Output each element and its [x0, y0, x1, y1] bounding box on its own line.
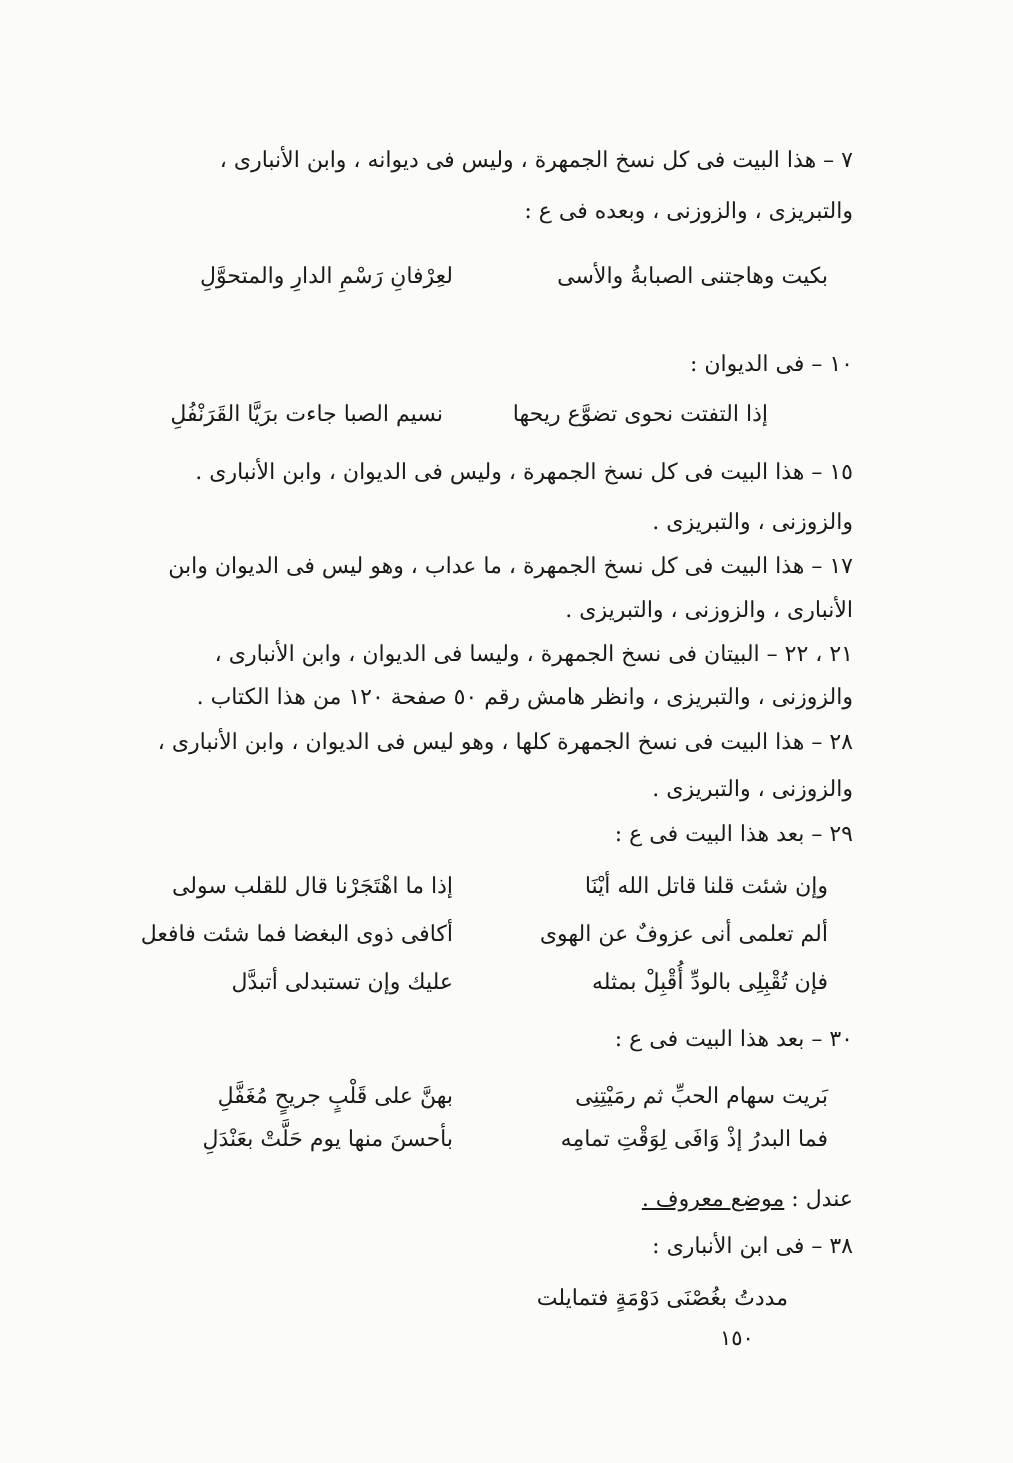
gloss-label: عندل : — [791, 1187, 853, 1212]
note-10-verse-second-hemistich: نسيم الصبا جاءت برَيَّا القَرَنْفُلِ — [170, 402, 443, 427]
note-17-line-2: الأنبارى ، والزوزنى ، والتبريزى . — [565, 598, 853, 623]
note-30-verse-1-second-hemistich: بهنَّ على قَلْبٍ جريحٍ مُغَفَّلِ — [217, 1084, 453, 1109]
gloss-text: موضع معروف . — [641, 1187, 785, 1212]
note-21-line-1: ٢١ ، ٢٢ – البيتان فى نسخ الجمهرة ، وليسا فى الديوان ، وابن الأنبارى ، — [214, 642, 853, 667]
note-21-line-2: والزوزنى ، والتبريزى ، وانظر هامش رقم ٥٠ صفحة ١٢٠ من هذا الكتاب . — [196, 685, 853, 710]
page-number: ١٥٠ — [720, 1326, 754, 1350]
note-29-verse-3-second-hemistich: عليك وإن تستبدلى أتبدَّل — [231, 970, 453, 995]
note-29-verse-3-first-hemistich: فإن تُقْبِلِى بالودِّ أُقْبِلْ بمثله — [591, 970, 828, 995]
note-30-verse-2-second-hemistich: بأحسنَ منها يوم حَلَّتْ بعَنْدَلِ — [202, 1127, 453, 1152]
note-7-verse-first-hemistich: بكيت وهاجتنى الصبابةُ والأسى — [557, 264, 828, 289]
note-30-gloss — [140, 1185, 853, 1215]
note-29-verse-2-second-hemistich: أكافى ذوى البغضا فما شئت فافعل — [140, 922, 453, 947]
note-15-line-2: والزوزنى ، والتبريزى . — [652, 510, 853, 535]
note-29-line-1: ٢٩ – بعد هذا البيت فى ع : — [614, 822, 853, 847]
note-29-verse-1-second-hemistich: إذا ما اهْتَجَرْنا قال للقلب سولى — [171, 874, 453, 899]
note-29-verse-2-first-hemistich: ألم تعلمى أنى عزوفٌ عن الهوى — [539, 922, 828, 947]
note-28-line-2: والزوزنى ، والتبريزى . — [652, 777, 853, 802]
note-28-line-1: ٢٨ – هذا البيت فى نسخ الجمهرة كلها ، وهو ليس فى الديوان ، وابن الأنبارى ، — [157, 730, 853, 755]
note-10-line-1: ١٠ – فى الديوان : — [690, 352, 853, 377]
note-17-line-1: ١٧ – هذا البيت فى كل نسخ الجمهرة ، ما عداب ، وهو ليس فى الديوان وابن — [168, 554, 853, 579]
note-7-line-1: ٧ – هذا البيت فى كل نسخ الجمهرة ، وليس فى ديوانه ، وابن الأنبارى ، — [219, 148, 853, 173]
note-38-line-1: ٣٨ – فى ابن الأنبارى : — [652, 1234, 853, 1259]
note-38-verse-first-hemistich: مددتُ بغُصْنَى دَوْمَةٍ فتمايلت — [536, 1286, 788, 1311]
note-15-line-1: ١٥ – هذا البيت فى كل نسخ الجمهرة ، وليس فى الديوان ، وابن الأنبارى . — [195, 460, 853, 485]
note-7-verse-second-hemistich: لعِرْفانِ رَسْمِ الدارِ والمتحوَّلِ — [200, 264, 453, 289]
note-10-verse-first-hemistich: إذا التفتت نحوى تضوَّع ريحها — [512, 402, 768, 427]
note-7-line-2: والتبريزى ، والزوزنى ، وبعده فى ع : — [524, 199, 853, 224]
note-30-verse-1-first-hemistich: بَريت سهام الحبِّ ثم رمَيْتِنِى — [575, 1084, 828, 1109]
note-29-verse-1-first-hemistich: وإن شئت قلنا قاتل الله أيْنَا — [584, 874, 828, 899]
note-30-verse-2-first-hemistich: فما البدرُ إذْ وَافَى لِوَقْتِ تمامِه — [560, 1127, 828, 1152]
note-30-line-1: ٣٠ – بعد هذا البيت فى ع : — [614, 1027, 853, 1052]
